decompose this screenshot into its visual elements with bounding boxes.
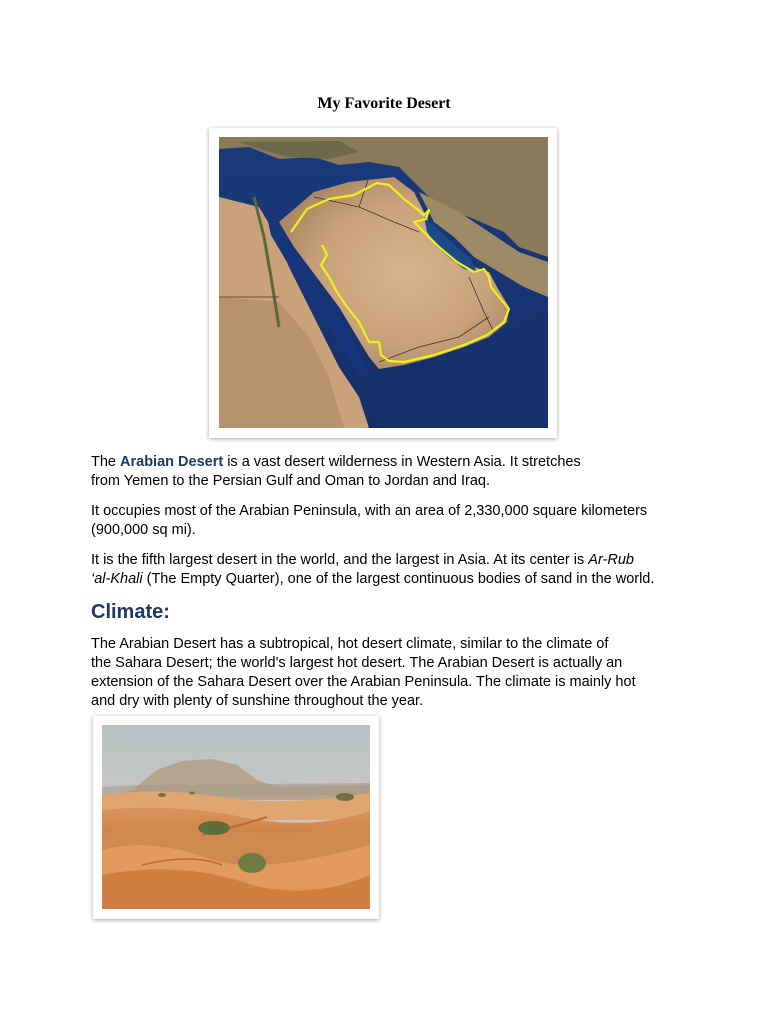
size-line1-before: It is the fifth largest desert in the world, and the largest in Asia. At its center is (91, 552, 589, 568)
satellite-map-image (209, 128, 557, 438)
climate-paragraph (91, 635, 691, 711)
size-paragraph (91, 551, 691, 589)
intro-paragraph (91, 453, 691, 491)
climate-line3: extension of the Sahara Desert over the Arabian Peninsula. The climate is mainly hot (91, 674, 636, 690)
climate-line1: The Arabian Desert has a subtropical, hot desert climate, similar to the climate of (91, 636, 609, 652)
intro-line1-after: is a vast desert wilderness in Western Asia. It stretches (223, 454, 581, 470)
dunes-illustration (102, 725, 370, 909)
intro-line2: from Yemen to the Persian Gulf and Oman to Jordan and Iraq. (91, 473, 490, 489)
size-line2-after: (The Empty Quarter), one of the largest continuous bodies of sand in the world. (142, 571, 655, 587)
arabian-peninsula-map (219, 137, 548, 428)
arabian-desert-link[interactable]: Arabian Desert (120, 454, 224, 470)
intro-line1-before: The (91, 454, 121, 470)
ar-rub-italic: Ar-Rub (588, 552, 634, 568)
area-line2: (900,000 sq mi). (91, 522, 196, 538)
sand-dunes-photo (93, 716, 379, 919)
climate-line4: and dry with plenty of sunshine throughout the year. (91, 693, 424, 709)
page-title: My Favorite Desert (317, 95, 451, 112)
area-paragraph (91, 502, 691, 540)
climate-line2: the Sahara Desert; the world's largest hot desert. The Arabian Desert is actually an (91, 655, 623, 671)
climate-heading: Climate: (91, 601, 170, 623)
al-khali-italic: ‘al-Khali (91, 571, 143, 587)
area-line1: It occupies most of the Arabian Peninsula, with an area of 2,330,000 square kilometers (91, 503, 648, 519)
